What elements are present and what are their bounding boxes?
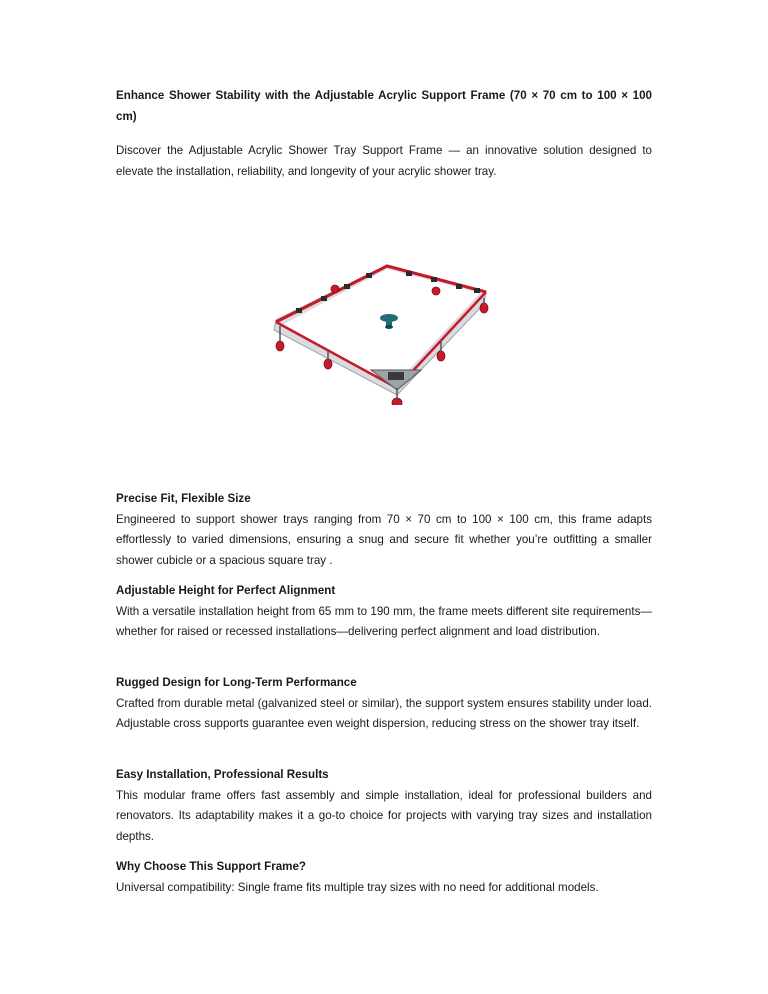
document-title: Enhance Shower Stability with the Adjustable Acrylic Support Frame (70 × 70 cm to 100 × 100 cm) bbox=[116, 89, 652, 123]
section-heading: Rugged Design for Long-Term Performance bbox=[116, 676, 357, 689]
product-image bbox=[266, 260, 516, 405]
section-rugged-design bbox=[116, 673, 652, 735]
section-precise-fit bbox=[116, 489, 652, 571]
section-easy-installation bbox=[116, 765, 652, 847]
section-body: This modular frame offers fast assembly and simple installation, ideal for professional builders and renovators. Its adaptability makes it a go-to choice for projects with varying tray sizes and installation depths. bbox=[116, 788, 652, 843]
support-frame-illustration bbox=[266, 260, 516, 405]
section-heading: Precise Fit, Flexible Size bbox=[116, 492, 251, 505]
section-heading: Adjustable Height for Perfect Alignment bbox=[116, 584, 336, 597]
section-adjustable-height bbox=[116, 581, 652, 643]
section-body: With a versatile installation height from 65 mm to 190 mm, the frame meets different site requirements—whether for raised or recessed installations—delivering perfect alignment and load distribution. bbox=[116, 604, 652, 638]
intro-paragraph: Discover the Adjustable Acrylic Shower Tray Support Frame — an innovative solution designed to elevate the installation, reliability, and longevity of your acrylic shower tray. bbox=[116, 144, 652, 178]
section-body: Engineered to support shower trays ranging from 70 × 70 cm to 100 × 100 cm, this frame adapts effortlessly to varied dimensions, ensuring a snug and secure fit whether you’re outfitting a smaller shower cubicle or a spacious square tray . bbox=[116, 512, 652, 567]
section-heading: Why Choose This Support Frame? bbox=[116, 860, 307, 873]
section-body: Crafted from durable metal (galvanized steel or similar), the support system ensures stability under load. Adjustable cross supports guarantee even weight dispersion, reducing stress on the shower tray itself. bbox=[116, 696, 652, 730]
section-why-choose bbox=[116, 857, 652, 898]
section-heading: Easy Installation, Professional Results bbox=[116, 768, 329, 781]
section-body: Universal compatibility: Single frame fits multiple tray sizes with no need for additional models. bbox=[116, 880, 599, 894]
